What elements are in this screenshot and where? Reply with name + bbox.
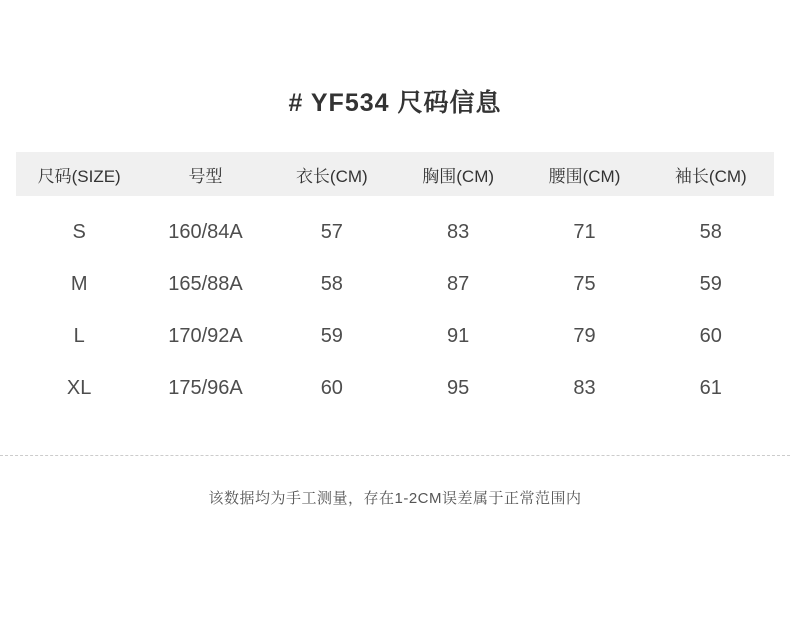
table-cell-length: 59 xyxy=(320,324,343,347)
table-cell-length: 58 xyxy=(320,272,343,295)
table-cell-sleeve: 60 xyxy=(699,324,722,347)
table-cell-size: XL xyxy=(66,376,92,399)
column-header-length: 衣长(CM) xyxy=(295,166,368,186)
table-cell-bust: 87 xyxy=(447,272,470,295)
column-header-sleeve: 袖长(CM) xyxy=(674,166,747,186)
table-cell-bust: 91 xyxy=(447,324,470,347)
table-cell-spec: 160/84A xyxy=(168,220,243,243)
table-cell-spec: 170/92A xyxy=(168,324,243,347)
table-cell-waist: 79 xyxy=(573,324,596,347)
table-cell-spec: 175/96A xyxy=(168,376,243,399)
table-body xyxy=(16,196,774,414)
table-row xyxy=(16,258,774,310)
table-cell-length: 60 xyxy=(320,376,343,399)
table-cell-size: L xyxy=(73,324,85,347)
measurement-note: 该数据均为手工测量，存在1-2CM误差属于正常范围内 xyxy=(208,490,582,507)
page-title: # YF534 尺码信息 xyxy=(288,89,502,117)
column-header-bust: 胸围(CM) xyxy=(422,166,495,186)
table-cell-size: M xyxy=(70,272,88,295)
dashed-divider xyxy=(0,455,790,456)
table-cell-sleeve: 58 xyxy=(699,220,722,243)
column-header-waist: 腰围(CM) xyxy=(548,166,621,186)
table-cell-sleeve: 61 xyxy=(699,376,722,399)
table-header xyxy=(16,152,774,196)
table-cell-size: S xyxy=(72,220,86,243)
column-header-size: 尺码(SIZE) xyxy=(37,166,121,186)
table-row xyxy=(16,362,774,414)
table-cell-bust: 83 xyxy=(447,220,470,243)
table-cell-waist: 75 xyxy=(573,272,596,295)
size-table xyxy=(16,152,774,414)
table-row xyxy=(16,206,774,258)
table-cell-waist: 83 xyxy=(573,376,596,399)
table-cell-bust: 95 xyxy=(447,376,470,399)
table-cell-waist: 71 xyxy=(573,220,596,243)
table-cell-length: 57 xyxy=(320,220,343,243)
table-cell-sleeve: 59 xyxy=(699,272,722,295)
table-cell-spec: 165/88A xyxy=(168,272,243,295)
column-header-spec: 号型 xyxy=(188,166,223,186)
table-row xyxy=(16,310,774,362)
